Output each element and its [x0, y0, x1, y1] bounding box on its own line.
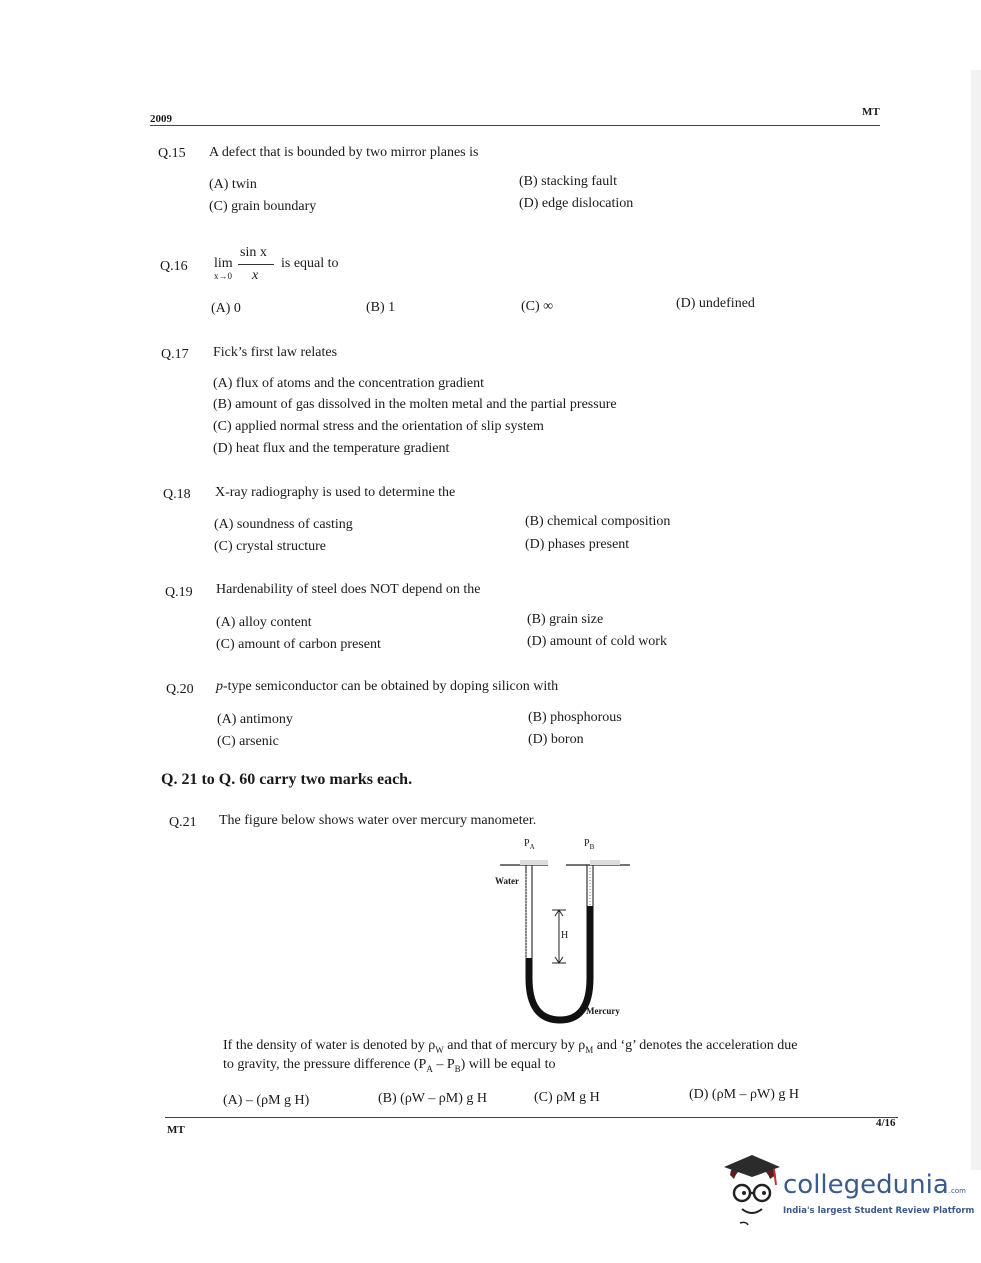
q15-option-a: (A) twin: [209, 177, 257, 192]
q21-option-c: (C) ρM g H: [534, 1090, 600, 1105]
q21-option-b: (B) (ρW – ρM) g H: [378, 1091, 487, 1106]
q16-numerator: sin x: [240, 245, 267, 260]
q20-text-body: -type semiconductor can be obtained by doping silicon with: [223, 679, 559, 694]
q20-number: Q.20: [166, 682, 194, 697]
collegedunia-tagline: India's largest Student Review Platform: [783, 1206, 975, 1216]
q20-text-italic: p: [216, 679, 223, 694]
header-year: 2009: [150, 113, 172, 125]
q19-number: Q.19: [165, 585, 193, 600]
header-rule: [150, 125, 880, 126]
q17-number: Q.17: [161, 347, 189, 362]
q21-option-a: (A) – (ρM g H): [223, 1093, 310, 1108]
label-mercury: Mercury: [586, 1006, 620, 1016]
q20-option-d: (D) boron: [528, 732, 584, 747]
q19-option-b: (B) grain size: [527, 612, 604, 627]
q21-number: Q.21: [169, 815, 197, 830]
q20-option-a: (A) antimony: [217, 712, 293, 727]
q19-text: Hardenability of steel does NOT depend on the: [216, 582, 481, 597]
q16-lim-sub: x→0: [214, 271, 232, 281]
q17-option-b: (B) amount of gas dissolved in the molten metal and the partial pressure: [213, 397, 617, 412]
q21-desc-line2: to gravity, the pressure difference $(P_A - P_B)$ will be equal to: [223, 1057, 556, 1074]
q16-denominator: x: [252, 268, 259, 283]
q18-number: Q.18: [163, 487, 191, 502]
label-water: Water: [495, 876, 519, 886]
q18-text: X-ray radiography is used to determine the: [215, 485, 456, 500]
q16-option-b: (B) 1: [366, 300, 396, 315]
label-h: H: [561, 930, 569, 941]
q16-text: is equal to: [281, 256, 339, 271]
footer-code: MT: [167, 1124, 185, 1136]
q15-option-b: (B) stacking fault: [519, 174, 617, 189]
q17-text: Fick’s first law relates: [213, 345, 338, 360]
q16-number: Q.16: [160, 259, 188, 274]
q18-option-a: (A) soundness of casting: [214, 517, 353, 532]
q16-fraction-bar: [238, 264, 274, 265]
q18-option-d: (D) phases present: [525, 537, 630, 552]
collegedunia-logo-icon: [722, 1155, 782, 1227]
scan-edge: [971, 70, 981, 1170]
footer-rule: [165, 1117, 898, 1118]
q19-option-a: (A) alloy content: [216, 615, 312, 630]
q21-option-d: (D) (ρM – ρW) g H: [689, 1087, 800, 1102]
collegedunia-logo-text: collegedunia.com: [783, 1170, 966, 1200]
q16-option-d: (D) undefined: [676, 296, 755, 311]
label-pb: $P_B$: [584, 838, 595, 851]
q21-text: The figure below shows water over mercury manometer.: [219, 813, 537, 828]
manometer-figure: [490, 838, 640, 1028]
q19-option-d: (D) amount of cold work: [527, 634, 667, 649]
section-heading: Q. 21 to Q. 60 carry two marks each.: [161, 771, 413, 788]
q15-text: A defect that is bounded by two mirror planes is: [209, 145, 479, 160]
q18-option-c: (C) crystal structure: [214, 539, 326, 554]
q15-option-c: (C) grain boundary: [209, 199, 317, 214]
footer-page: 4/16: [876, 1117, 896, 1129]
q17-option-d: (D) heat flux and the temperature gradient: [213, 441, 450, 456]
q17-option-c: (C) applied normal stress and the orientation of slip system: [213, 419, 544, 434]
q15-number: Q.15: [158, 146, 186, 161]
q15-option-d: (D) edge dislocation: [519, 196, 634, 211]
q21-desc-line1: If the density of water is denoted by $\rho_W$ and that of mercury by $\rho_M$ and ‘g’ denotes the acceleration due: [223, 1038, 798, 1055]
header-code: MT: [862, 106, 880, 118]
q20-text: [216, 679, 558, 695]
q16-lim: lim: [214, 256, 233, 271]
q16-option-c: (C) ∞: [521, 299, 554, 314]
q20-option-b: (B) phosphorous: [528, 710, 622, 725]
q18-option-b: (B) chemical composition: [525, 514, 671, 529]
q19-option-c: (C) amount of carbon present: [216, 637, 381, 652]
label-pa: $P_A$: [524, 838, 535, 851]
q16-option-a: (A) 0: [211, 301, 241, 316]
q20-option-c: (C) arsenic: [217, 734, 279, 749]
q17-option-a: (A) flux of atoms and the concentration gradient: [213, 376, 484, 391]
